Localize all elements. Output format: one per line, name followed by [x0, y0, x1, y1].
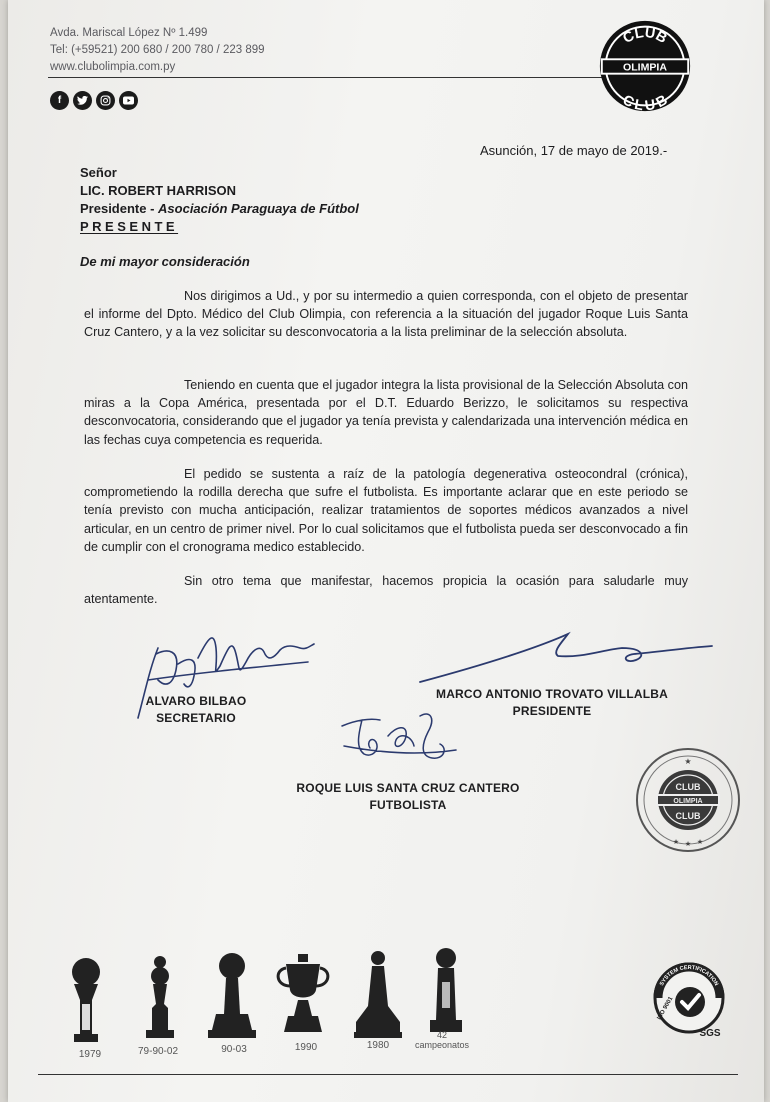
signatory-3-role: FUTBOLISTA: [369, 798, 447, 812]
youtube-icon: [119, 91, 138, 110]
recipient-name: LIC. ROBERT HARRISON: [80, 183, 236, 198]
trophy-icon-3: [208, 953, 256, 1038]
trophy-label-4: 1990: [294, 1042, 318, 1053]
body-paragraph-4: Sin otro tema que manifestar, hacemos propicia la ocasión para saludarle muy atentamente.: [84, 574, 688, 607]
salutation: De mi mayor consideración: [80, 254, 250, 269]
recipient-role: [80, 200, 359, 218]
club-seal-stamp: [632, 746, 744, 854]
sgs-certification-badge: [648, 958, 730, 1040]
trophy-label-6: 42 campeonatos: [414, 1030, 470, 1050]
signatory-3: [268, 780, 548, 814]
svg-text:CLUB: CLUB: [675, 811, 701, 821]
trophy-label-1: 1979: [78, 1049, 102, 1060]
svg-text:CLUB: CLUB: [675, 782, 701, 792]
recipient-title: Señor: [80, 165, 117, 180]
social-icons: [50, 91, 138, 110]
svg-text:ISO 9001: ISO 9001: [656, 996, 675, 1021]
trophy-icon-6: [430, 948, 462, 1032]
trophy-label-5: 1980: [366, 1040, 390, 1051]
trophy-icon-2: [146, 956, 174, 1038]
footer-divider: [38, 1074, 738, 1075]
signatory-1: [126, 693, 266, 727]
body-paragraph-1: Nos dirigimos a Ud., y por su intermedio a quien corresponda, con el objeto de presentar el informe del Dpto. Médico del Club Olimpia, con referencia a la situación del jugador Roque Luis Santa Cruz Cantero, y a la vez solicitar su desconvocatoria a la lista preliminar de la selección absoluta.: [84, 289, 688, 340]
svg-text:SGS: SGS: [699, 1028, 721, 1039]
signatory-1-role: SECRETARIO: [156, 711, 236, 725]
trophy-label-2: 79-90-02: [137, 1046, 179, 1057]
body-paragraph-3: El pedido se sustenta a raíz de la patología degenerativa osteocondral (crónica), comprometiendo la rodilla derecha que sufre el futbolista. Es importante aclarar que en este periodo se tenía previsto con mucha anticipación, realizar tratamientos de soportes médicos avanzados a nivel articular, en un centro de primer nivel. Por lo cual solicitamos que el futbolista pueda ser desconvocado a fin de cumplir con el cronograma medico establecido.: [84, 467, 688, 554]
signatory-1-name: ALVARO BILBAO: [145, 694, 247, 708]
svg-text:CLUB: CLUB: [620, 24, 670, 47]
twitter-icon: [73, 91, 92, 110]
signatory-2-name: MARCO ANTONIO TROVATO VILLALBA: [436, 687, 668, 701]
signatory-3-name: ROQUE LUIS SANTA CRUZ CANTERO: [296, 781, 520, 795]
recipient-block: [80, 164, 359, 236]
recipient-role-prefix: Presidente -: [80, 201, 159, 216]
letterhead-address: Avda. Mariscal López Nº 1.499: [50, 27, 208, 39]
recipient-presente: PRESENTE: [80, 219, 179, 234]
svg-text:OLIMPIA: OLIMPIA: [673, 798, 703, 805]
letter-date: Asunción, 17 de mayo de 2019.-: [480, 143, 668, 158]
svg-text:★: ★: [684, 757, 692, 766]
recipient-organization: Asociación Paraguaya de Fútbol: [158, 201, 359, 216]
svg-text:★: ★: [672, 839, 680, 846]
signatory-2-role: PRESIDENTE: [512, 704, 592, 718]
svg-text:OLIMPIA: OLIMPIA: [623, 61, 667, 74]
letterhead-phones: Tel: (+59521) 200 680 / 200 780 / 223 899: [50, 44, 265, 56]
svg-text:SYSTEM CERTIFICATION: SYSTEM CERTIFICATION: [658, 964, 720, 987]
trophy-icon-4: [278, 954, 328, 1032]
signatory-2: [404, 686, 700, 720]
letterhead-website: www.clubolimpia.com.py: [50, 61, 176, 73]
trophy-label-3: 90-03: [221, 1044, 247, 1055]
letter-page: [8, 0, 764, 1102]
body-paragraph-2: Teniendo en cuenta que el jugador integra la lista provisional de la Selección Absoluta con miras a la Copa América, presentada por el D.T. Eduardo Berizzo, le solicitamos su respectiva desconvocatoria, considerando que el jugador ya tenía prevista y calendarizada una intervención médica en las fechas cuya competencia es requerida.: [84, 378, 688, 447]
facebook-icon: f: [50, 91, 69, 110]
svg-text:★: ★: [696, 839, 704, 846]
signature-trovato: [412, 626, 718, 686]
instagram-icon: [96, 91, 115, 110]
club-olimpia-logo: [596, 18, 694, 114]
svg-text:CLUB: CLUB: [619, 92, 671, 114]
trophy-icon-5: [354, 951, 402, 1038]
svg-text:★: ★: [684, 841, 692, 848]
letterhead-divider: [48, 77, 603, 78]
trophy-icon-1: [72, 958, 100, 1042]
